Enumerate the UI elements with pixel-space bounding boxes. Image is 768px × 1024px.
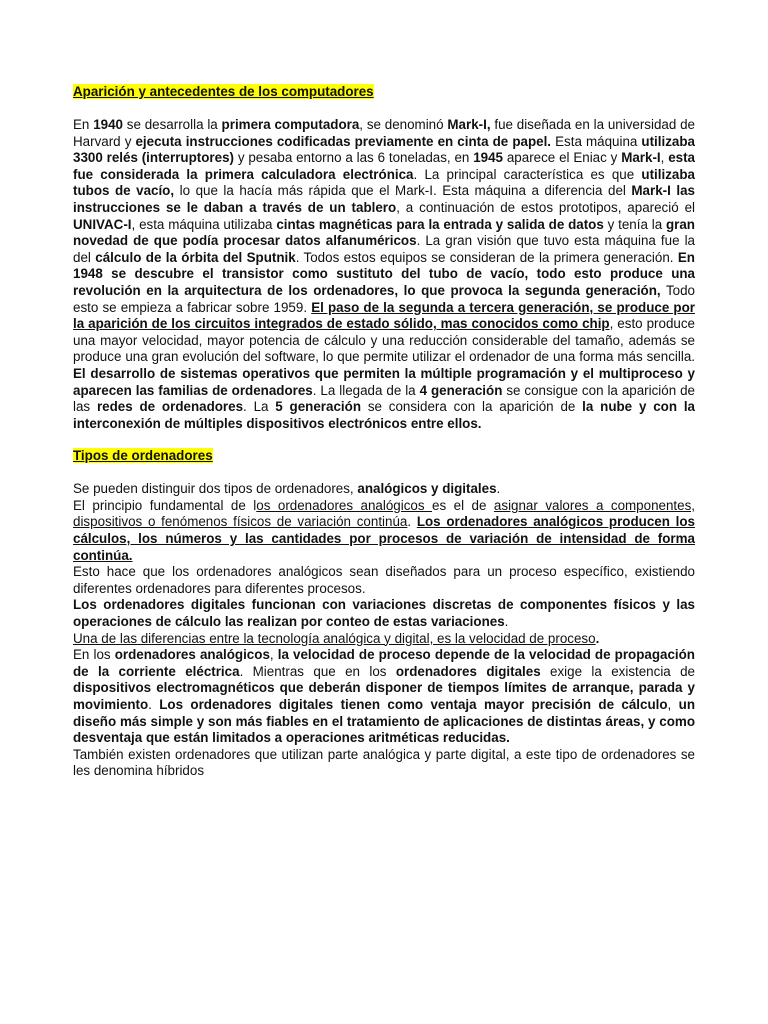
section-heading-tipos: Tipos de ordenadores — [73, 448, 213, 464]
text-run: , esto produce una mayor velocidad, mayor potencia de cálculo y una reducción considerable del tamaño, además se produce una gran evolución del software, lo que permite utilizar el ordenador de una forma más sencilla. — [73, 316, 695, 365]
paragraph-tipos — [73, 631, 695, 648]
bold-text-run: esta fue considerada la primera calculadora electrónica — [73, 150, 696, 182]
paragraph-tipos — [73, 481, 695, 498]
bold-text-run: dispositivos electromagnéticos que deberán disponer de tiempos límites de arranque, parada y movimiento — [73, 680, 695, 712]
paragraph-tipos — [73, 498, 695, 564]
bold-text-run: ordenadores analógicos — [114, 647, 270, 663]
bold-text-run: En 1948 se descubre el transistor como sustituto del tubo de vacío, todo esto produce una revolución en la arquitectura de los ordenadores, lo que provoca la segunda generación, — [73, 249, 695, 298]
text-run: También existen ordenadores que utilizan parte analógica y parte digital, a este tipo de ordenadores se les denomina híbridos — [73, 746, 695, 779]
section-heading-antecedentes: Aparición y antecedentes de los computadores — [73, 84, 374, 99]
text-run: . La llegada de la — [312, 382, 420, 398]
text-run: . — [496, 481, 501, 497]
bold-text-run: Los ordenadores digitales funcionan con variaciones discretas de componentes físicos y las operaciones de cálculo las realizan por conteo de estas variaciones — [73, 597, 695, 630]
underlined-text-run: asignar valores a componentes, dispositivos o fenómenos físicos de variación continúa — [73, 497, 695, 530]
bold-text-run: analógicos y digitales — [357, 481, 497, 497]
underlined-text-run: Una de las diferencias entre la tecnología analógica y digital, es la velocidad de proceso — [73, 630, 596, 646]
text-run: lo que la hacía más rápida que el Mark-I. Esta máquina a diferencia del — [174, 183, 632, 199]
bold-text-run: 1945 — [473, 150, 504, 166]
bold-text-run: Mark-I — [621, 150, 661, 166]
bold-text-run: utilizaba tubos de vacío, — [73, 166, 695, 199]
text-run: Se pueden distinguir dos tipos de ordenadores, — [73, 481, 358, 497]
text-run: . — [504, 614, 509, 630]
text-run: . — [148, 697, 160, 712]
text-run: se consigue con la aparición de las — [73, 382, 695, 415]
bold-text-run: cálculo de la órbita del Sputnik — [95, 249, 296, 265]
paragraph-tipos — [73, 597, 695, 630]
text-run: fue diseñada en la universidad de Harvard y — [73, 117, 695, 149]
section-heading-line — [73, 448, 695, 465]
document-page — [73, 84, 695, 780]
text-run: , se denominó — [359, 117, 448, 132]
text-run: se considera con la aparición de — [361, 399, 583, 415]
bold-text-run: gran novedad de que podía procesar datos alfanuméricos — [73, 216, 695, 249]
bold-text-run: 4 generación — [419, 382, 503, 398]
text-run: . — [407, 514, 417, 530]
bold-text-run: ordenadores digitales — [395, 663, 541, 679]
paragraph-tipos — [73, 564, 695, 597]
text-run: aparece el Eniac y — [503, 150, 622, 166]
text-run: y tenía la — [603, 216, 666, 232]
text-run: El principio fundamental de l — [73, 497, 257, 513]
bold-text-run: la nube y con la interconexión de múltiples dispositivos electrónicos entre ellos. — [73, 399, 695, 431]
bold-text-run: UNIVAC-I — [73, 216, 132, 232]
text-run: En — [73, 117, 94, 132]
text-run: . Todos estos equipos se consideran de la primera generación. — [295, 249, 678, 265]
bold-text-run: Mark-I las instrucciones se le daban a través de un tablero — [73, 183, 695, 215]
paragraph-tipos — [73, 747, 695, 780]
bold-text-run: cintas magnéticas para la entrada y salida de datos — [276, 216, 604, 232]
text-run: Esto hace que los ordenadores analógicos sean diseñados para un proceso específico, existiendo diferentes ordenadores para diferentes procesos. — [73, 564, 695, 596]
text-run: Esta máquina — [551, 133, 642, 149]
paragraph-history — [73, 117, 695, 432]
paragraph-tipos — [73, 647, 695, 747]
text-run: . La — [243, 399, 276, 415]
bold-text-run: utilizaba 3300 relés (interruptores) — [73, 133, 695, 166]
text-run: exige la existencia de — [540, 663, 696, 679]
underlined-text-run: os ordenadores analógicos — [256, 497, 433, 513]
bold-text-run: . — [595, 630, 600, 646]
text-run: , a continuación de estos prototipos, apareció el — [396, 199, 695, 215]
bold-text-run: Mark-I, — [447, 117, 491, 132]
text-run: , esta máquina utilizaba — [131, 216, 277, 232]
text-run: , — [667, 697, 679, 712]
bold-text-run: ejecuta instrucciones codificadas previamente en cinta de papel. — [135, 133, 552, 149]
text-run: Todo esto se empieza a fabricar sobre 1959. — [73, 282, 695, 315]
section-heading-line — [73, 84, 695, 101]
bold-text-run: un diseño más simple y son más fiables en el tratamiento de aplicaciones de distintas áreas, y como desventaja que están limitados a operaciones aritméticas reducidas. — [73, 697, 695, 746]
bold-text-run: Los ordenadores digitales tienen como ventaja mayor precisión de cálculo — [159, 697, 668, 712]
bold-text-run: primera computadora — [221, 117, 360, 132]
bold-text-run: El desarrollo de sistemas operativos que permiten la múltiple programación y el multiproceso y aparecen las familias de ordenadores — [73, 365, 695, 398]
bold-text-run: El paso de la segunda a tercera generación, se produce por la aparición de los circuitos integrados de estado sólido, mas conocidos como chip — [73, 299, 695, 332]
text-run: es el de — [432, 497, 494, 513]
text-run: , — [660, 150, 669, 166]
bold-text-run: 1940 — [93, 117, 123, 132]
text-run: y pesaba entorno a las 6 toneladas, en — [233, 150, 474, 166]
text-run: . La gran visión que tuvo esta máquina fue la del — [73, 233, 695, 265]
bold-text-run: Los ordenadores analógicos producen los cálculos, los números y las cantidades por procesos de variación de intensidad de forma continúa. — [73, 514, 695, 563]
text-run: se desarrolla la — [122, 117, 222, 132]
bold-text-run: la velocidad de proceso depende de la velocidad de propagación de la corriente eléctrica — [73, 647, 695, 679]
text-run: . Mientras que en los — [239, 663, 396, 679]
bold-text-run: 5 generación — [275, 399, 361, 415]
text-run: En los — [73, 647, 115, 663]
section-tipos-body — [73, 481, 695, 780]
text-run: , — [269, 647, 278, 663]
bold-text-run: redes de ordenadores — [96, 399, 244, 415]
text-run: . La principal característica es que — [413, 166, 642, 182]
